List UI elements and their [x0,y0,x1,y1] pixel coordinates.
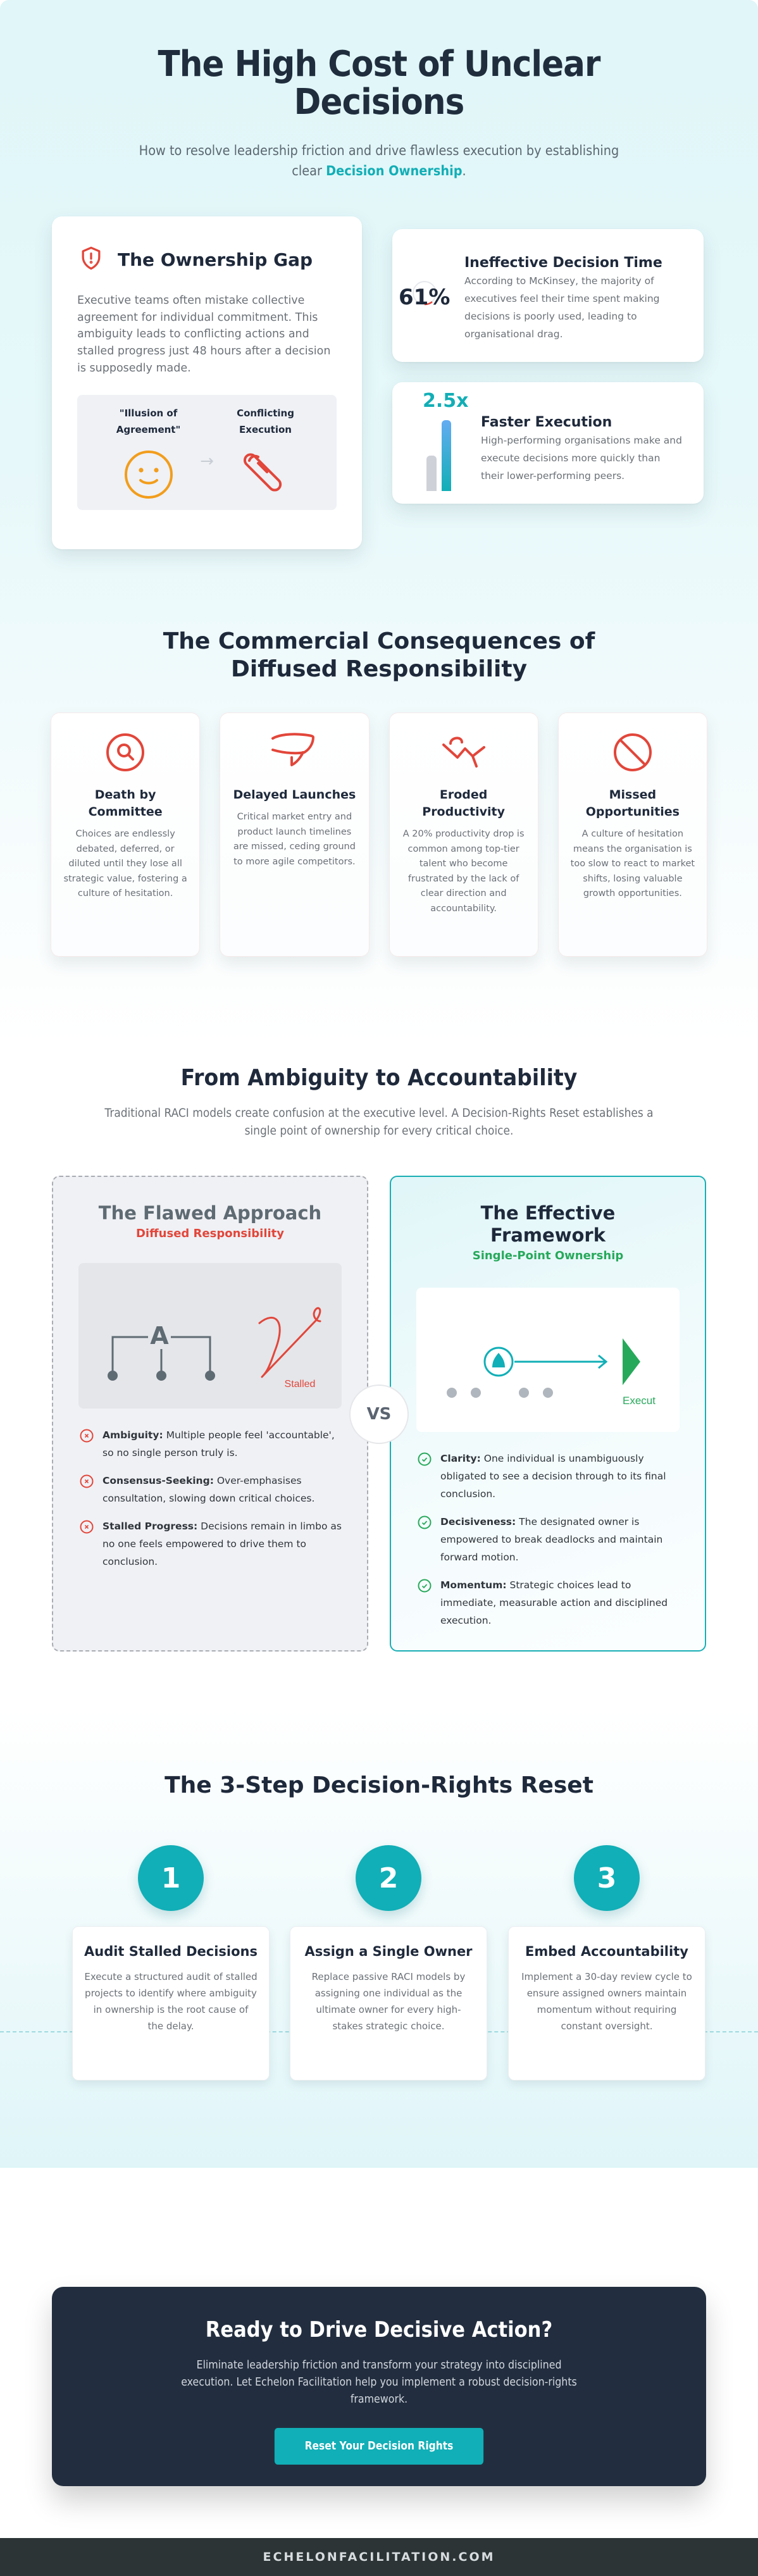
gap-illustration [77,395,337,510]
effective-point [416,1450,680,1503]
cta-card [52,2287,706,2486]
cta-title: Ready to Drive Decisive Action? [205,2317,553,2343]
consequence-title: Death by Committee [88,788,163,819]
prohibited-icon [570,732,695,773]
steps-title: The 3-Step Decision-Rights Reset [165,1772,593,1798]
shield-alert-icon [77,244,105,275]
x-circle-icon [80,1520,94,1571]
effective-framework-card [390,1176,706,1652]
ownership-gap-text: Executive teams often mistake collective agreement for individual commitment. This ambiguity leads to conflicting actions and stalled progress just 48 hours after a decision is supposedly made. [77,294,331,375]
consequence-title: Eroded Productivity [422,788,505,819]
effective-points [416,1450,680,1629]
consequences-cards [0,712,758,957]
footer-website-link[interactable]: ECHELONFACILITATION.COM [263,2550,495,2564]
point-text: Clarity: One individual is unambiguously obligated to see a decision through to its final conclusion. [440,1453,666,1500]
consequence-card [220,712,369,957]
stat-card-faster-execution [392,382,704,504]
hero-subtitle [128,140,629,181]
subtitle-end: . [462,163,466,178]
bar-comparison-icon [399,392,475,504]
consequence-title: Missed Opportunities [585,788,680,819]
stat-title: Faster Execution [481,414,612,430]
step-title: Audit Stalled Decisions [84,1944,258,1959]
stat-value: 61% [399,285,450,310]
subtitle-highlight: Decision Ownership [326,163,463,178]
check-circle-icon [418,1452,432,1503]
flawed-point [78,1426,342,1462]
broken-pill-icon [240,490,291,502]
effective-title: The Effective Framework [480,1202,616,1246]
svg-text:Stalled: Stalled [284,1379,316,1390]
page-title: The High Cost of Unclear Decisions [158,44,600,123]
step-card [508,1926,705,2081]
step-item [72,1845,270,2081]
bar-low [426,456,437,491]
stat-body [475,392,685,504]
effective-point [416,1576,680,1629]
flawed-point [78,1472,342,1507]
consequence-text: Choices are endlessly debated, deferred, or diluted until they lose all strategic value, fostering a culture of hesitation. [63,829,187,899]
step-item [508,1845,705,2081]
step-card [290,1926,487,2081]
consequence-card [51,712,200,957]
stat-card-decision-time [392,229,704,362]
step-number-badge: 2 [356,1845,421,1911]
hero-section [0,0,758,549]
conflict-column [225,405,307,502]
check-circle-icon [418,1579,432,1629]
vs-badge: VS [349,1384,409,1444]
stat-body [462,251,685,362]
step-number-badge: 3 [574,1845,640,1911]
svg-text:A: A [150,1322,169,1350]
consequence-text: Critical market entry and product launch timelines are missed, ceding ground to more agile competitors. [233,812,356,867]
footer [0,2538,758,2576]
smiley-icon [123,490,174,502]
point-text: Stalled Progress: Decisions remain in limbo as no one feels empowered to drive them to conclusion. [103,1521,342,1567]
step-title: Assign a Single Owner [304,1944,473,1959]
consequences-title: The Commercial Consequences of Diffused Responsibility [163,628,595,682]
cta-text: Eliminate leadership friction and transform your strategy into disciplined execution. Let Echelon Facilitation help you implement a robust decision-rights framework. [181,2358,577,2406]
point-text: Consensus-Seeking: Over-emphasises consultation, slowing down critical choices. [103,1475,315,1504]
reset-decision-rights-button[interactable]: Reset Your Decision Rights [275,2428,483,2465]
step-card [72,1926,270,2081]
bar-high [442,420,451,491]
point-text: Momentum: Strategic choices lead to immediate, measurable action and disciplined execution. [440,1579,668,1626]
single-owner-flow-icon [416,1288,680,1432]
stat-text: According to McKinsey, the majority of executives feel their time spent making decisions is poorly used, leading to organisational drag. [464,275,660,340]
point-text: Ambiguity: Multiple people feel 'accountable', so no single person truly is. [103,1429,335,1459]
step-text: Execute a structured audit of stalled projects to identify where ambiguity in ownership is the root cause of the delay. [84,1971,258,2032]
consequence-text: A 20% productivity drop is common among top-tier talent who become frustrated by the lack of clear direction and accountability. [402,829,525,914]
step-item [290,1845,487,2081]
comparison-title: From Ambiguity to Accountability [180,1065,578,1091]
effective-diagram [416,1288,680,1432]
rocket-stalled-icon [232,732,357,773]
flawed-point [78,1517,342,1571]
comparison-subtitle: Traditional RACI models create confusion at the executive level. A Decision-Rights Reset establishes a single point of ownership for every critical choice. [104,1107,654,1138]
x-circle-icon [80,1429,94,1462]
effective-tag: Single-Point Ownership [472,1249,624,1262]
consequences-section [0,549,758,957]
step-number-badge: 1 [138,1845,204,1911]
consequence-card [558,712,707,957]
stat-text: High-performing organisations make and execute decisions more quickly than their lower-performing peers. [481,435,682,482]
stat-value: 2.5x [423,390,469,412]
conflict-label: Conflicting Execution [237,407,294,435]
point-text: Decisiveness: The designated owner is empowered to break deadlocks and maintain forward motion. [440,1516,663,1563]
cta-section [0,2249,758,2538]
subtitle-text: How to resolve leadership friction and drive flawless execution by establishing clear [139,143,619,178]
flawed-approach-card [52,1176,368,1652]
comparison-row [0,1176,758,1652]
comparison-section [0,957,758,1652]
consequence-title: Delayed Launches [233,788,356,802]
flawed-title: The Flawed Approach [98,1202,322,1224]
step-text: Replace passive RACI models by assigning one individual as the ultimate owner for every high-stakes strategic choice. [311,1971,466,2032]
svg-text:Execut: Execut [623,1395,655,1407]
steps-timeline [0,1845,758,2168]
illusion-label: "Illusion of Agreement" [116,407,181,435]
step-title: Embed Accountability [525,1944,688,1959]
flawed-diagram [78,1263,342,1409]
tangled-line-icon [259,1308,320,1377]
x-circle-icon [80,1474,94,1507]
stats-column [392,216,704,549]
diffused-org-chart-icon [78,1263,342,1409]
flawed-tag: Diffused Responsibility [135,1227,285,1240]
steps-section [0,1652,758,2168]
check-circle-icon [418,1515,432,1566]
step-text: Implement a 30-day review cycle to ensure assigned owners maintain momentum without requiring constant oversight. [521,1971,692,2032]
ownership-gap-title: The Ownership Gap [118,249,313,270]
flawed-points [78,1426,342,1571]
stat-title: Ineffective Decision Time [464,255,662,271]
ownership-gap-card [52,216,362,549]
search-circle-icon [63,732,188,773]
consequence-card [389,712,538,957]
stat-ring-wrap [399,251,462,362]
overview-row [0,216,758,549]
illusion-column [108,405,190,502]
ownership-gap-header [77,244,337,275]
consequence-text: A culture of hesitation means the organisation is too slow to react to market shifts, losing valuable growth opportunities. [570,829,695,899]
arrow-right-icon: → [200,451,214,471]
effective-point [416,1513,680,1566]
trend-down-icon [401,732,526,773]
